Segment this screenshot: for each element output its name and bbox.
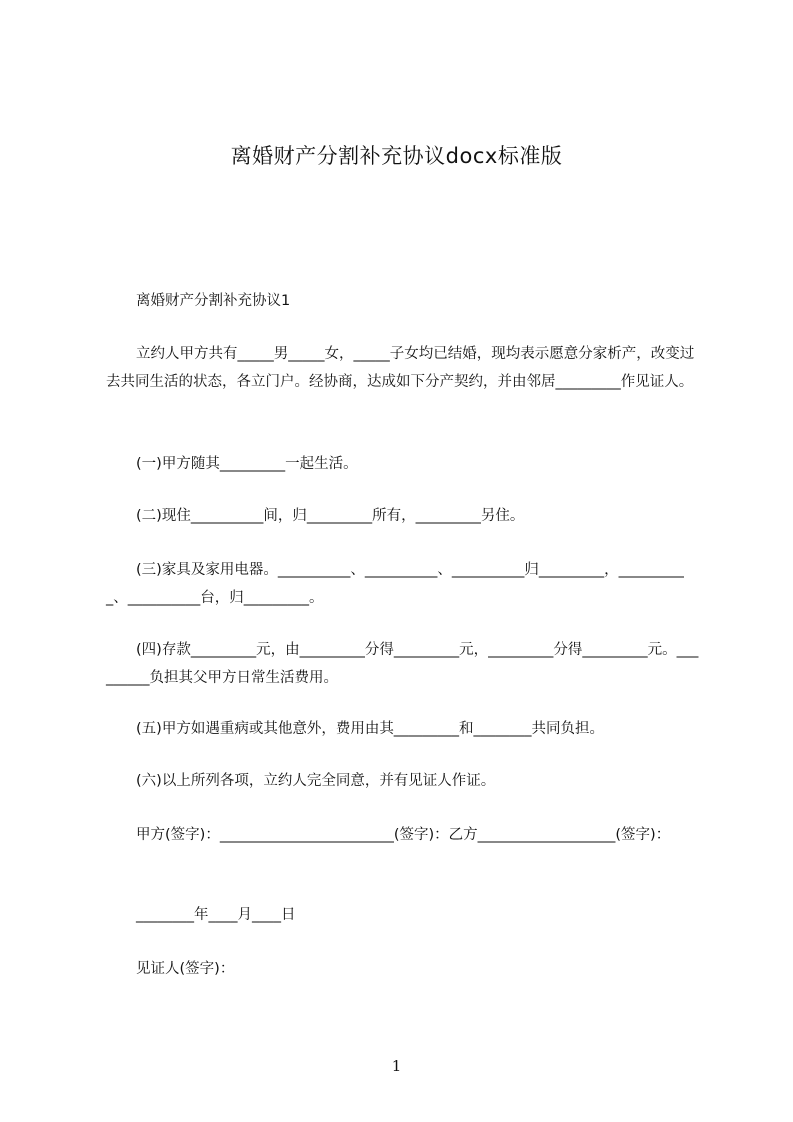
- page-number: 1: [391, 1057, 402, 1075]
- witness-signature-line: 见证人(签字)：: [136, 961, 235, 977]
- clause-6: (六)以上所列各项，立约人完全同意，并有见证人作证。: [136, 773, 496, 789]
- clause-3: (三)家具及家用电器。__________、__________、__________归_________，__________、__________台，归_________。: [106, 562, 684, 606]
- document-title: 离婚财产分割补充协议docx标准版: [230, 144, 563, 168]
- section-heading: 离婚财产分割补充协议1: [136, 293, 291, 309]
- clause-5: (五)甲方如遇重病或其他意外，费用由其_________和________共同负担。: [136, 721, 605, 737]
- date-line: ________年____月____日: [136, 907, 296, 923]
- clause-4: (四)存款_________元，由_________分得_________元，_________分得_________元。_________负担其父甲方日常生活费用。: [106, 642, 699, 686]
- clause-1: (一)甲方随其_________一起生活。: [136, 456, 358, 472]
- signature-line: 甲方(签字)：________________________(签字)：乙方___________________(签字)：: [136, 827, 671, 843]
- clause-2: (二)现住__________间，归_________所有，_________另住。: [136, 508, 525, 524]
- agreement-intro-paragraph: 立约人甲方共有_____男_____女，_____子女均已结婚，现均表示愿意分家析产，改变过去共同生活的状态，各立门户。经协商，达成如下分产契约，并由邻居_________作见证人。: [106, 346, 695, 390]
